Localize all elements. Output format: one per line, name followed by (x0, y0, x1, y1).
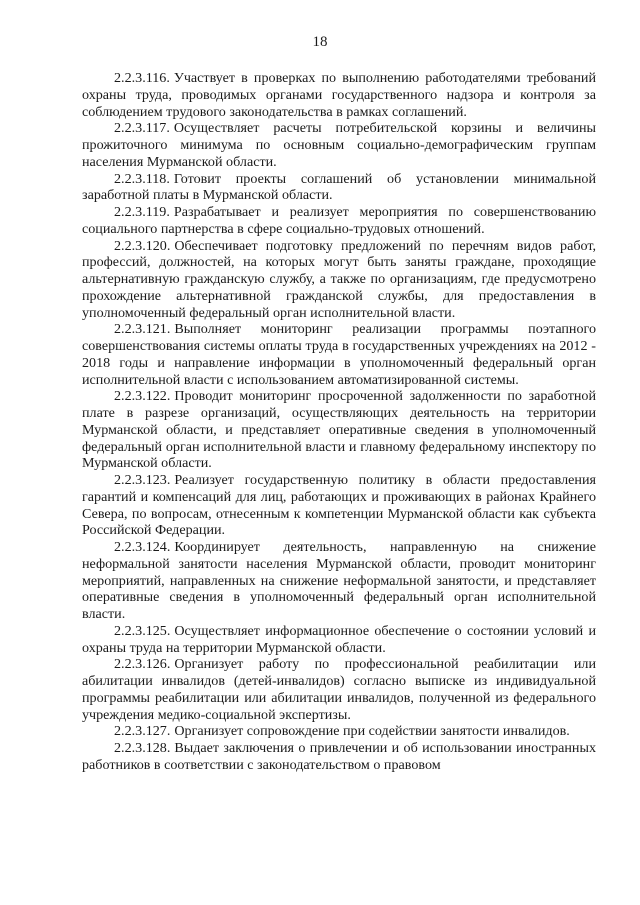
paragraph-text: Координирует деятельность, направленную на снижение неформальной занятости населения Мурманской области, проводит мониторинг мероприятий, направленных на снижение неформальной занятости, и представляет оперативные сведения в уполномоченный федеральный орган исполнительной власти. (82, 539, 596, 622)
paragraph-number: 2.2.3.124. (114, 539, 171, 555)
paragraph-2-2-3-125 (82, 623, 596, 657)
page-number: 18 (312, 34, 328, 50)
paragraph-2-2-3-128 (82, 740, 596, 774)
paragraph-text: Осуществляет информационное обеспечение о состоянии условий и охраны труда на территории Мурманской области. (82, 622, 596, 656)
paragraph-number: 2.2.3.123. (114, 472, 171, 488)
paragraph-2-2-3-127 (82, 723, 596, 740)
paragraph-text: Проводит мониторинг просроченной задолженности по заработной плате в разрезе организаций, осуществляющих деятельность на территории Мурманской области, и представляет оперативные сведения в уполномоченный федеральный орган исполнительной власти и главному федеральному инспектору по Мурманской области. (82, 388, 596, 472)
paragraph-number: 2.2.3.126. (114, 656, 171, 673)
paragraph-2-2-3-116 (82, 70, 596, 120)
paragraph-2-2-3-123 (82, 472, 596, 539)
paragraph-text: Разрабатывает и реализует мероприятия по совершенствованию социального партнерства в сфере социально-трудовых отношений. (82, 204, 596, 237)
paragraph-2-2-3-122 (82, 388, 596, 472)
paragraph-text: Реализует государственную политику в области предоставления гарантий и компенсаций для лиц, работающих и проживающих в районах Крайнего Севера, по вопросам, отнесенным к компетенции Мурманской области как субъекта Российской Федерации. (82, 472, 596, 539)
paragraph-text: Организует сопровождение при содействии занятости инвалидов. (174, 723, 570, 740)
paragraph-2-2-3-124 (82, 539, 596, 623)
paragraph-text: Готовит проекты соглашений об установлении минимальной заработной платы в Мурманской области. (82, 170, 596, 204)
paragraph-number: 2.2.3.119. (114, 204, 170, 220)
paragraph-number: 2.2.3.122. (114, 388, 171, 405)
paragraph-text: Выполняет мониторинг реализации программы поэтапного совершенствования системы оплаты труда в государственных учреждениях на 2012 - 2018 годы и направление информации в уполномоченный федеральный орган исполнительной власти с использованием автоматизированной системы. (82, 321, 596, 388)
paragraph-2-2-3-118 (82, 171, 596, 205)
paragraph-number: 2.2.3.125. (114, 622, 171, 639)
paragraph-text: Организует работу по профессиональной реабилитации или абилитации инвалидов (детей-инвалидов) согласно выписке из индивидуальной программы реабилитации или абилитации инвалидов, полученной из федерального учреждения медико-социальной экспертизы. (82, 656, 596, 723)
paragraph-number: 2.2.3.121. (114, 321, 171, 338)
paragraph-2-2-3-126 (82, 656, 596, 723)
paragraph-text: Обеспечивает подготовку предложений по перечням видов работ, профессий, должностей, на которых могут быть заняты граждане, проходящие альтернативную гражданскую службу, а также по организациям, где предусмотрено прохождение альтернативной гражданской службы, для предоставления в уполномоченный федеральный орган исполнительной власти. (82, 237, 596, 321)
paragraph-number: 2.2.3.116. (114, 70, 170, 86)
document-body (82, 70, 596, 774)
paragraph-text: Осуществляет расчеты потребительской корзины и величины прожиточного минимума по основным социально-демографическим группам населения Мурманской области. (82, 120, 596, 170)
paragraph-number: 2.2.3.128. (114, 740, 171, 756)
paragraph-number: 2.2.3.127. (114, 723, 171, 740)
paragraph-2-2-3-117 (82, 120, 596, 170)
paragraph-number: 2.2.3.118. (114, 170, 170, 187)
paragraph-2-2-3-120 (82, 238, 596, 322)
paragraph-number: 2.2.3.120. (114, 237, 171, 254)
paragraph-number: 2.2.3.117. (114, 120, 170, 137)
paragraph-text: Выдает заключения о привлечении и об использовании иностранных работников в соответствии с законодательством о правовом (82, 740, 596, 773)
paragraph-2-2-3-121 (82, 321, 596, 388)
paragraph-text: Участвует в проверках по выполнению работодателями требований охраны труда, проводимых органами государственного надзора и контроля за соблюдением трудового законодательства в рамках соглашений. (82, 70, 596, 120)
paragraph-2-2-3-119 (82, 204, 596, 238)
